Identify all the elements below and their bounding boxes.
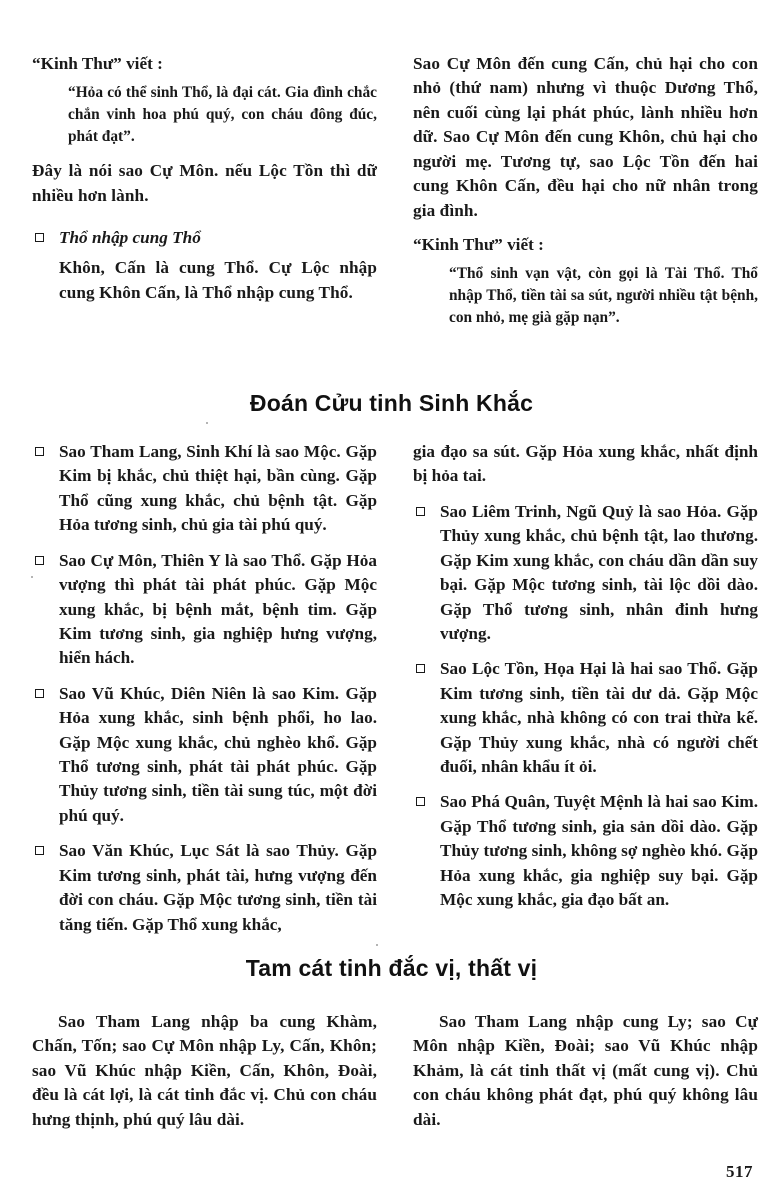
scan-speck — [31, 576, 33, 578]
three-stars-left-paragraph: Sao Tham Lang nhập ba cung Khàm, Chấn, Tốn; sao Cự Môn nhập Ly, Cấn, Khôn; sao Vũ Khúc nhập Kiền, Cấn, Khôn, Đoài, đều là cát lợi, là cát tinh đắc vị. Chủ con cháu hưng thịnh, phú quý lâu dài. — [32, 1012, 377, 1129]
kinh-thu-quote-text-right: “Thổ sinh vạn vật, còn gọi là Tài Thổ. Thổ nhập Thổ, tiền tài sa sút, người nhiều tật bệnh, con nhỏ, mẹ già gặp nạn”. — [449, 265, 758, 326]
three-stars-left-column — [32, 1010, 377, 1142]
list-item — [32, 549, 377, 671]
scan-speck — [376, 944, 378, 946]
list-item-text: Sao Liêm Trinh, Ngũ Quỷ là sao Hỏa. Gặp Thủy xung khắc, chủ bệnh tật, lao thương. Gặp Kim xung khắc, con cháu dần dần suy bại. Gặp Mộc tương sinh, tài lộc dồi dào. Gặp Thổ tương sinh, nhân đinh hưng vượng. — [440, 501, 758, 643]
square-bullet-icon — [416, 507, 425, 516]
list-item-text: Sao Cự Môn, Thiên Y là sao Thổ. Gặp Hỏa vượng thì phát tài phát phúc. Gặp Mộc xung khắc, bị bệnh mắt, bệnh tim. Gặp Kim tương sinh, gia nghiệp hưng vượng, hiển hách. — [59, 550, 377, 668]
square-bullet-icon — [35, 447, 44, 456]
list-item — [413, 657, 758, 779]
nine-stars-section — [32, 440, 759, 948]
list-item — [32, 440, 377, 538]
list-item-text: Sao Phá Quân, Tuyệt Mệnh là hai sao Kim. Gặp Thổ tương sinh, gia sản dồi dào. Gặp Thủy tương sinh, không sợ nghèo khó. Gặp Hỏa xung khắc, gia nghiệp suy bại. Gặp Mộc xung khắc, gia đạo bất an. — [440, 792, 758, 910]
list-item-text: Sao Vũ Khúc, Diên Niên là sao Kim. Gặp Hỏa xung khắc, sinh bệnh phổi, ho lao. Gặp Mộc xung khắc, chủ nghèo khổ. Gặp Thổ tương sinh, phát tài phát phúc. Gặp Thủy tương sinh, tiền tài sung túc, một đời phú quý. — [59, 683, 377, 825]
nine-stars-continuation-text: gia đạo sa sút. Gặp Hỏa xung khắc, nhất định bị hỏa tai. — [413, 442, 758, 486]
square-bullet-icon — [416, 664, 425, 673]
kinh-thu-quote-intro-left: “Kinh Thư” viết : — [32, 54, 163, 73]
nine-stars-right-column — [413, 440, 758, 948]
subheading-item-tho-nhap-cung-tho — [32, 226, 377, 250]
tho-nhap-cung-tho-body: Khôn, Cấn là cung Thổ. Cự Lộc nhập cung Khôn Cấn, là Thổ nhập cung Thổ. — [59, 258, 377, 302]
top-section — [32, 52, 759, 340]
page-number: 517 — [726, 1162, 753, 1181]
kinh-thu-quote-text-left: “Hỏa có thể sinh Thổ, là đại cát. Gia đình chắc chắn vinh hoa phú quý, con cháu đông đúc, phát đạt”. — [68, 84, 377, 145]
top-right-paragraph: Sao Cự Môn đến cung Cấn, chủ hại cho con nhỏ (thứ nam) nhưng vì thuộc Dương Thổ, nên cuối cùng lại phát phúc, lành nhiều hơn dữ. Sao Cự Môn đến cung Khôn, chủ hại cho người mẹ. Tương tự, sao Lộc Tồn đến hai cung Khôn Cấn, đều hại cho nữ nhân trong gia đình. — [413, 54, 758, 220]
top-right-column — [413, 52, 758, 340]
square-bullet-icon — [35, 689, 44, 698]
heading-doan-cuu-tinh-sinh-khac: Đoán Cửu tinh Sinh Khắc — [249, 390, 534, 416]
square-bullet-icon — [35, 846, 44, 855]
list-item-text: Sao Lộc Tồn, Họa Hại là hai sao Thổ. Gặp Kim tương sinh, tiền tài dư dả. Gặp Mộc xung khắc, nhà không có con trai thừa kế. Gặp Thủy xung khắc, nhà có người chết đuối, nhân khẩu ít ỏi. — [440, 659, 758, 777]
three-stars-right-column — [413, 1010, 758, 1142]
nine-stars-left-list — [32, 440, 377, 937]
list-item-text: Sao Tham Lang, Sinh Khí là sao Mộc. Gặp Kim bị khắc, chủ thiệt hại, bần cùng. Gặp Thổ cũng xung khắc, chủ bệnh tật. Gặp Hỏa tương sinh, chủ gia tài phú quý. — [59, 442, 377, 535]
three-stars-right-paragraph: Sao Tham Lang nhập cung Ly; sao Cự Môn nhập Kiền, Đoài; sao Vũ Khúc nhập Khảm, là cát tinh thất vị (mất cung vị). Chủ con cháu không phát đạt, phú quý không lâu dài. — [413, 1012, 758, 1129]
square-bullet-icon — [416, 797, 425, 806]
square-bullet-icon — [35, 233, 44, 242]
top-left-column — [32, 52, 377, 340]
list-item — [413, 500, 758, 647]
kinh-thu-quote-intro-right: “Kinh Thư” viết : — [413, 234, 544, 254]
top-left-paragraph: Đây là nói sao Cự Môn. nếu Lộc Tồn thì dữ nhiều hơn lành. — [32, 161, 377, 205]
list-item — [32, 682, 377, 829]
square-bullet-icon — [35, 556, 44, 565]
list-item-text: Sao Văn Khúc, Lục Sát là sao Thủy. Gặp Kim tương sinh, phát tài, hưng vượng đến đời con cháu. Gặp Mộc tương sinh, tiền tài tăng tiến. Gặp Thổ xung khắc, — [59, 841, 377, 934]
three-stars-section — [32, 1010, 759, 1142]
list-item — [32, 839, 377, 937]
tho-nhap-cung-tho-list — [32, 226, 377, 250]
subheading-label: Thổ nhập cung Thổ — [59, 227, 201, 247]
scan-speck — [206, 422, 208, 424]
list-item — [413, 790, 758, 912]
nine-stars-right-list — [413, 500, 758, 913]
nine-stars-left-column — [32, 440, 377, 948]
heading-tam-cat-tinh-dac-vi-that-vi: Tam cát tinh đắc vị, thất vị — [245, 955, 538, 981]
